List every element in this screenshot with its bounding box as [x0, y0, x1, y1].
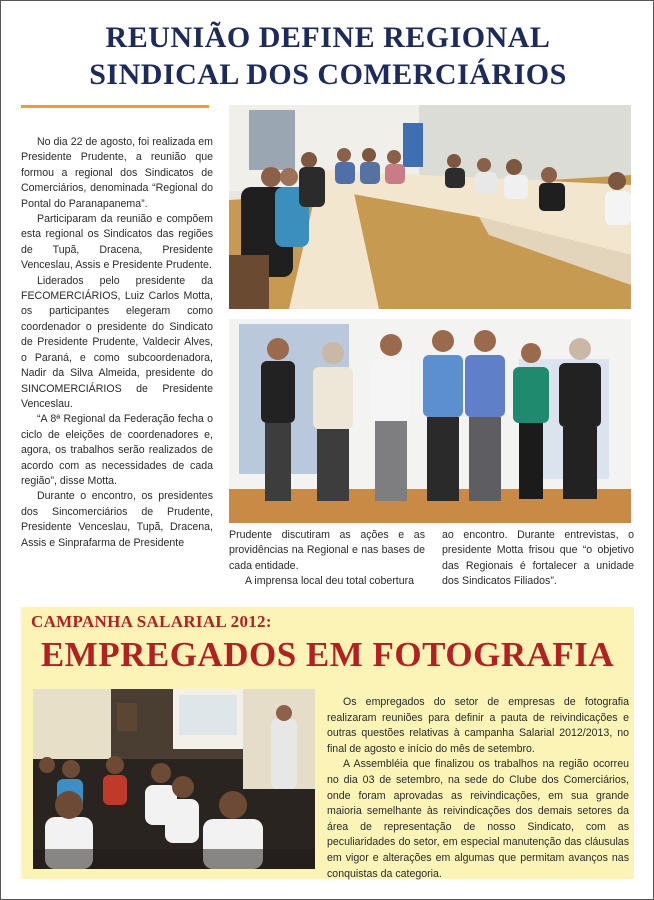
article-paragraph: Liderados pelo presidente da FECOMERCIÁRIOS, Luiz Carlos Motta, os participantes elegeram como coordenador o presidente do Sindicato de Presidente Prudente, Valdecir Alves, o Paraná, e como subcoordenadora, Nadir da Silva Almeida, presidente do SINCOMERCIÁRIOS de Presidente Venceslau. — [21, 274, 213, 410]
article-column-2 — [229, 528, 425, 590]
assembly-photo — [33, 689, 315, 869]
article-column-3 — [442, 528, 634, 590]
article-paragraph: No dia 22 de agosto, foi realizada em Presidente Prudente, a reunião que formou a regional dos Sindicatos de Comerciários, denominada “Regional do Pontal do Paranapanema”. — [21, 136, 213, 210]
article-paragraph: A imprensa local deu total cobertura — [245, 575, 415, 588]
campaign-title: EMPREGADOS EM FOTOGRAFIA — [40, 635, 615, 674]
article-paragraph: Prudente discutiram as ações e as providências na Regional e nas bases de cada entidade. — [229, 529, 425, 572]
article-column-1 — [21, 135, 213, 587]
campaign-text — [327, 695, 629, 882]
article-headline — [1, 19, 654, 93]
campaign-paragraph: A Assembléia que finalizou os trabalhos na região ocorreu no dia 03 de setembro, na sede do Clube dos Comerciários, onde foram aprovadas as reivindicações, em sua grande maioria semelhante às reivindicações dos demais setores da área de representação de nosso Sindicato, com as peculiaridades do setor, em especial manutenção das cláusulas em vigor e alterações em algumas que permitam avanços nas conquistas da categoria. — [327, 758, 629, 880]
meeting-photo-image — [229, 105, 631, 309]
headline-line-1: REUNIÃO DEFINE REGIONAL — [105, 21, 551, 54]
headline-line-2: SINDICAL DOS COMERCIÁRIOS — [89, 58, 567, 91]
meeting-photo — [229, 105, 631, 309]
article-paragraph: “A 8ª Regional da Federação fecha o ciclo de eleições de coordenadores e, agora, os trabalhos serão realizados de acordo com as necessidades de cada região”, disse Motta. — [21, 413, 213, 487]
article-paragraph: ao encontro. Durante entrevistas, o presidente Motta frisou que “o objetivo das Regionais é fortalecer a unidade dos Sindicatos Filiados”. — [442, 529, 634, 588]
campaign-kicker: CAMPANHA SALARIAL 2012: — [31, 612, 272, 631]
accent-rule — [21, 105, 209, 108]
campaign-paragraph: Os empregados do setor de empresas de fotografia realizaram reuniões para definir a pauta de reivindicações e outras questões relativas à campanha Salarial 2012/2013, no final de agosto e início do mês de setembro. — [327, 696, 629, 755]
article-paragraph: Participaram da reunião e compõem esta regional os Sindicatos das regiões de Tupã, Dracena, Presidente Venceslau, Assis e Presidente Prudente. — [21, 213, 213, 272]
group-photo-image — [229, 319, 631, 523]
group-photo — [229, 319, 631, 523]
assembly-photo-image — [33, 689, 315, 869]
article-paragraph: Durante o encontro, os presidentes dos Sincomerciários de Prudente, Presidente Venceslau, Tupã, Dracena, Assis e Sinprafarma de Presidente — [21, 490, 213, 549]
